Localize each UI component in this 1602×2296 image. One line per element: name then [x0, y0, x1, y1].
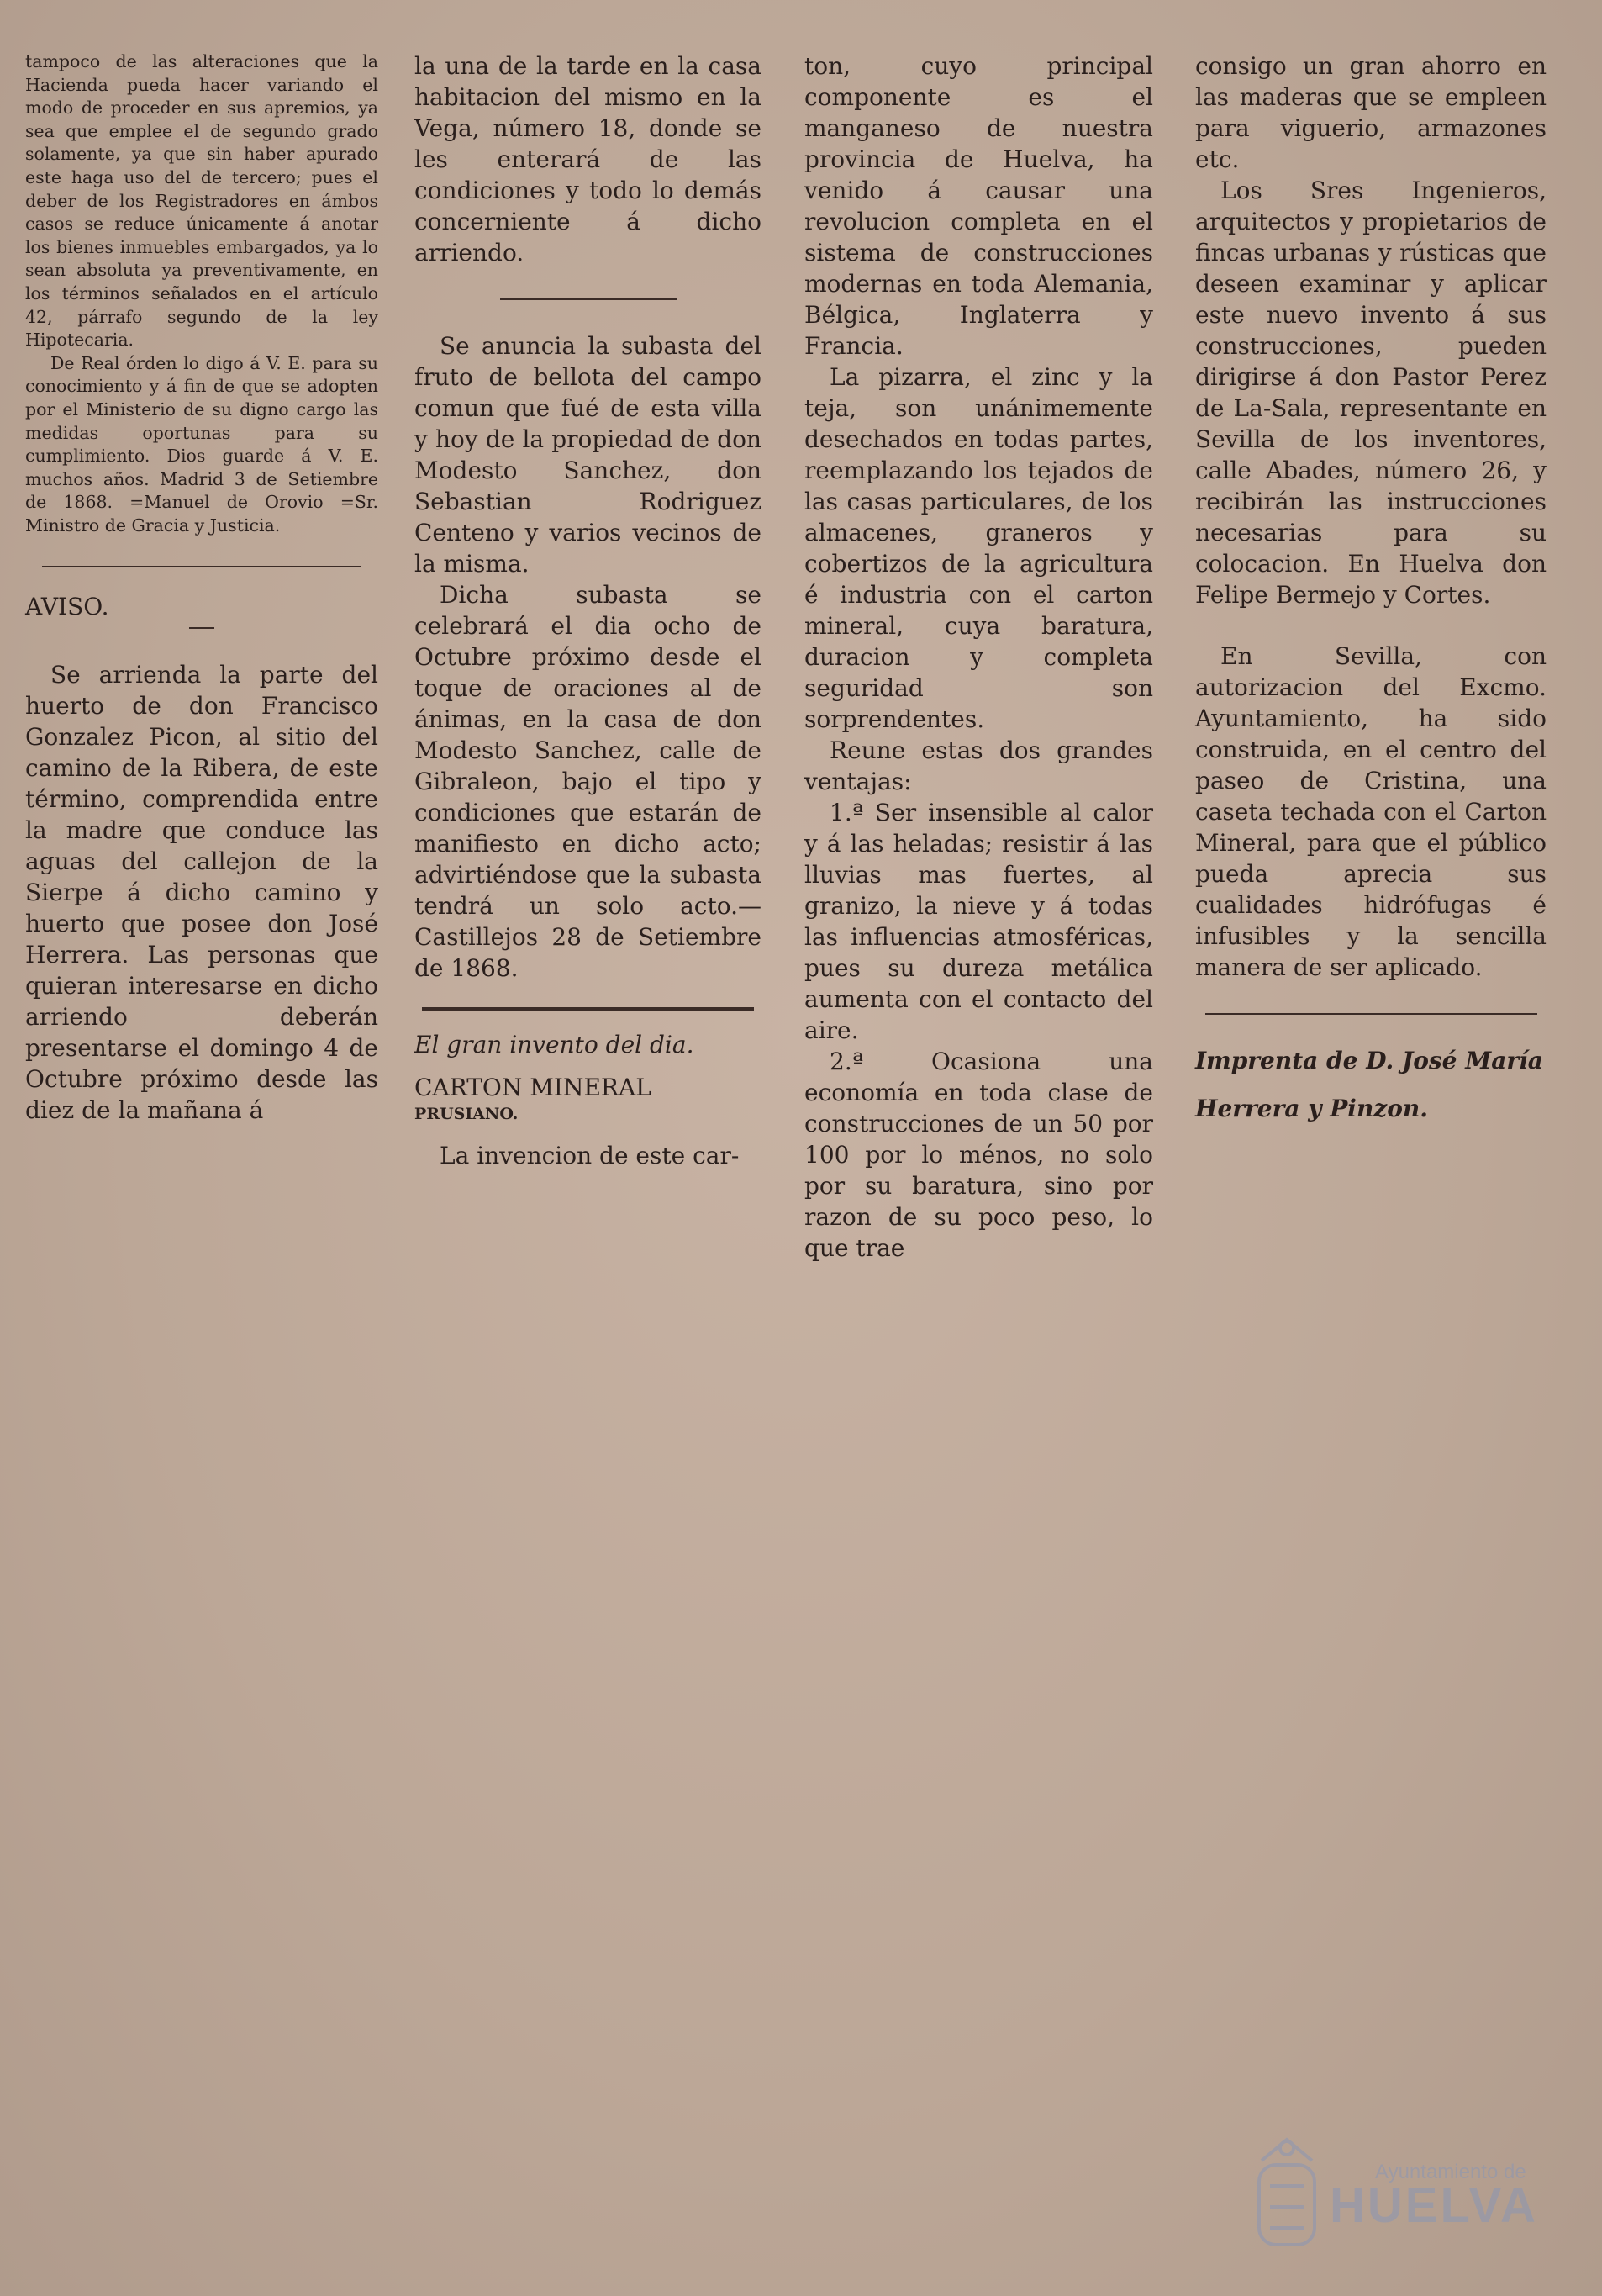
column-3 [804, 50, 1153, 1264]
watermark-title: HUELVA [1330, 2178, 1538, 2233]
subasta-paragraph: Se anuncia la subasta del fruto de bellota del campo comun que fué de esta villa y hoy de la propiedad de don Modesto Sanchez, don Sebastian Rodriguez Centeno y varios vecinos de la misma. [414, 332, 761, 578]
coat-of-arms-icon [1249, 2127, 1325, 2270]
divider [42, 566, 361, 567]
carton-mineral-title: CARTON MINERAL [414, 1074, 651, 1101]
column-4 [1195, 50, 1547, 1124]
heading-underline [189, 627, 214, 629]
column-2 [414, 50, 761, 1171]
imprenta-line-1: Imprenta de D. José María [1195, 1047, 1543, 1074]
thick-divider [422, 1007, 754, 1011]
invencion-paragraph: La invencion de este car- [440, 1142, 740, 1169]
aviso-text: Se arrienda la parte del huerto de don Francisco Gonzalez Picon, al sitio del camino de la Ribera, de este término, comprendida entre la madre que conduce las aguas del callejon de la Sierpe á dicho camino y huerto que posee don José Herrera. Las personas que quieran interesarse en dicho arriendo deberán presentarse el domingo 4 de Octubre próximo desde las diez de la mañana á [25, 661, 378, 1125]
carton-paragraph-1: ton, cuyo principal componente es el manganeso de nuestra provincia de Huelva, ha venido á causar una revolucion completa en el sistema de construcciones modernas en toda Alemania, Bélgica, Inglaterra y Francia. [804, 52, 1153, 360]
decree-paragraph-2: De Real órden lo digo á V. E. para su conocimiento y á fin de que se adopten por el Ministerio de su digno cargo las medidas oportunas para su cumplimiento. Dios guarde á V. E. muchos años. Madrid 3 de Setiembre de 1868. =Manuel de Orovio =Sr. Ministro de Gracia y Justicia. [25, 352, 378, 536]
carton-mineral-subtitle: PRUSIANO. [414, 1105, 519, 1123]
short-divider [500, 298, 677, 300]
sevilla-paragraph: En Sevilla, con autorizacion del Excmo. Ayuntamiento, ha sido construida, en el centro del paseo de Cristina, una caseta techada con el Carton Mineral, para que el público pueda aprecia sus cualidades hidrófugas é infusibles y la sencilla manera de ser aplicado. [1195, 642, 1547, 981]
ahorro-paragraph: consigo un gran ahorro en las maderas que se empleen para viguerio, armazones etc. [1195, 52, 1547, 173]
carton-paragraph-2: La pizarra, el zinc y la teja, son unánimemente desechados en todas partes, reemplazando los tejados de las casas particulares, de los almacenes, graneros y cobertizos de la agricultura é industria con el carton mineral, cuya baratura, duracion y completa seguridad son sorprendentes. [804, 363, 1153, 733]
column-1 [25, 50, 378, 1126]
subasta-details: Dicha subasta se celebrará el dia ocho de Octubre próximo desde el toque de oraciones al de ánimas, en la casa de don Modesto Sanchez, calle de Gibraleon, bajo el tipo y condiciones que estarán de manifiesto en dicho acto; advirtiéndose que la subasta tendrá un solo acto.—Castillejos 28 de Setiembre de 1868. [414, 581, 761, 982]
ingenieros-paragraph: Los Sres Ingenieros, arquitectos y propietarios de fincas urbanas y rústicas que deseen examinar y aplicar este nuevo invento á sus construcciones, pueden dirigirse á don Pastor Perez de La-Sala, representante en Sevilla de los inventores, calle Abades, número 26, y recibirán las instrucciones necesarias para su colocacion. En Huelva don Felipe Bermejo y Cortes. [1195, 177, 1547, 609]
aviso-heading: AVISO. [25, 593, 109, 621]
imprenta-line-2: Herrera y Pinzon. [1195, 1095, 1428, 1122]
carton-advantage-2: 2.ª Ocasiona una economía en toda clase de construcciones de un 50 por 100 por lo ménos, no solo por su baratura, sino por razon de su poco peso, lo que trae [804, 1048, 1153, 1262]
invento-heading: El gran invento del dia. [414, 1031, 694, 1058]
watermark-subtitle: Ayuntamiento de [1375, 2161, 1526, 2183]
decree-paragraph-1: tampoco de las alteraciones que la Hacienda pueda hacer variando el modo de proceder en sus apremios, ya sea que emplee el de segundo grado solamente, ya que sin haber apurado este haga uso del de tercero; pues el deber de los Registradores en ámbos casos se reduce únicamente á anotar los bienes inmuebles embargados, ya lo sean absoluta ya preventivamente, en los términos señalados en el artículo 42, párrafo segundo de la ley Hipotecaria. [25, 51, 378, 351]
carton-advantage-1: 1.ª Ser insensible al calor y á las heladas; resistir á las lluvias mas fuertes, al granizo, la nieve y á todas las influencias atmosféricas, pues su dureza metálica aumenta con el contacto del aire. [804, 799, 1153, 1044]
ayuntamiento-huelva-watermark [1249, 2127, 1577, 2287]
final-divider [1205, 1013, 1537, 1015]
carton-paragraph-3: Reune estas dos grandes ventajas: [804, 736, 1153, 795]
arriendo-continuation: la una de la tarde en la casa habitacion del mismo en la Vega, número 18, donde se les enterará de las condiciones y todo lo demás concerniente á dicho arriendo. [414, 52, 761, 267]
